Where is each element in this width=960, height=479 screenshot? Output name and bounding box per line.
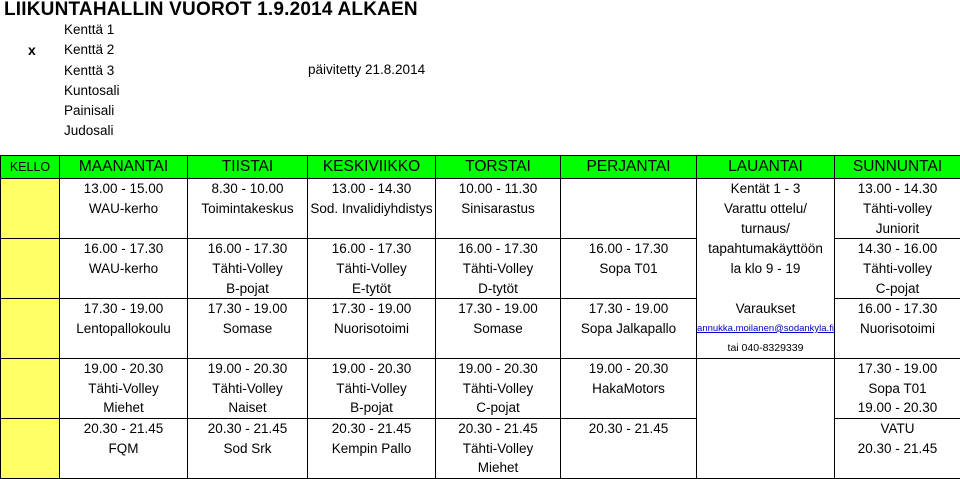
schedule-cell: 16.00 - 17.30 (60, 238, 188, 258)
schedule-cell: Tähti-Volley (436, 378, 561, 398)
schedule-cell: C-pojat (835, 278, 960, 298)
table-row (1, 378, 960, 398)
schedule-cell: Varattu ottelu/ (697, 199, 835, 219)
table-row (1, 238, 960, 258)
schedule-cell: C-pojat (436, 398, 561, 418)
schedule-cell: 20.30 - 21.45 (436, 418, 561, 438)
column-header: LAUANTAI (697, 156, 835, 179)
schedule-cell: Sinisarastus (436, 199, 561, 219)
schedule-cell (697, 278, 835, 298)
time-column-cell (1, 398, 60, 418)
venue-option: Kuntosali (64, 81, 120, 101)
schedule-cell (188, 218, 308, 238)
schedule-cell: 19.00 - 20.30 (561, 358, 697, 378)
schedule-cell: Tähti-Volley (308, 259, 436, 279)
schedule-cell: Tähti-volley (835, 199, 960, 219)
venue-option: Kenttä 2 (64, 40, 114, 60)
schedule-cell: Juniorit (835, 218, 960, 238)
schedule-cell: Tähti-Volley (436, 438, 561, 458)
schedule-cell: 17.30 - 19.00 (561, 298, 697, 318)
column-header: KESKIVIIKKO (308, 156, 436, 179)
venue-option: Kenttä 3 (64, 61, 114, 81)
schedule-cell (188, 338, 308, 358)
schedule-cell: 20.30 - 21.45 (561, 418, 697, 438)
schedule-cell (697, 438, 835, 458)
schedule-cell (561, 458, 697, 478)
schedule-cell (561, 398, 697, 418)
page-title: LIIKUNTAHALLIN VUOROT 1.9.2014 ALKAEN (4, 0, 418, 21)
schedule-cell: 16.00 - 17.30 (308, 238, 436, 258)
schedule-cell: 13.00 - 14.30 (308, 179, 436, 199)
schedule-cell: Somase (436, 318, 561, 338)
schedule-cell (697, 378, 835, 398)
schedule-cell: 16.00 - 17.30 (188, 238, 308, 258)
time-column-cell (1, 458, 60, 478)
schedule-cell (835, 338, 960, 358)
schedule-cell: D-tytöt (436, 278, 561, 298)
schedule-cell: Naiset (188, 398, 308, 418)
schedule-cell: tapahtumakäyttöön (697, 238, 835, 258)
schedule-cell (697, 398, 835, 418)
schedule-cell: 17.30 - 19.00 (835, 358, 960, 378)
selected-mark: x (28, 42, 36, 58)
time-column-cell (1, 338, 60, 358)
column-header: SUNNUNTAI (835, 156, 960, 179)
schedule-cell: Kempin Pallo (308, 438, 436, 458)
table-row (1, 259, 960, 279)
table-row (1, 398, 960, 418)
schedule-cell: WAU-kerho (60, 259, 188, 279)
schedule-cell: 20.30 - 21.45 (308, 418, 436, 438)
schedule-cell: VATU (835, 418, 960, 438)
schedule-cell: 19.00 - 20.30 (308, 358, 436, 378)
schedule-cell: Tähti-Volley (188, 378, 308, 398)
schedule-cell: 17.30 - 19.00 (188, 298, 308, 318)
venue-option: Judosali (64, 121, 114, 141)
table-row (1, 318, 960, 338)
schedule-cell: Tähti-Volley (436, 259, 561, 279)
table-row (1, 438, 960, 458)
table-row (1, 418, 960, 438)
schedule-cell: Sod Srk (188, 438, 308, 458)
schedule-cell: 17.30 - 19.00 (60, 298, 188, 318)
time-column-cell (1, 238, 60, 258)
time-column-cell (1, 318, 60, 338)
table-header-row (1, 156, 960, 179)
time-column-cell (1, 298, 60, 318)
time-column-cell (1, 199, 60, 219)
schedule-cell (835, 458, 960, 478)
schedule-cell (188, 458, 308, 478)
schedule-cell: Sopa T01 (561, 259, 697, 279)
schedule-cell: 14.30 - 16.00 (835, 238, 960, 258)
table-row (1, 218, 960, 238)
schedule-cell: 10.00 - 11.30 (436, 179, 561, 199)
time-column-cell (1, 218, 60, 238)
schedule-cell: Lentopallokoulu (60, 318, 188, 338)
column-header: TORSTAI (436, 156, 561, 179)
schedule-cell: Sopa T01 (835, 378, 960, 398)
schedule-cell: Tähti-volley (835, 259, 960, 279)
schedule-cell (436, 338, 561, 358)
time-column-cell (1, 418, 60, 438)
schedule-cell (60, 458, 188, 478)
schedule-cell: 20.30 - 21.45 (188, 418, 308, 438)
schedule-cell: 19.00 - 20.30 (835, 398, 960, 418)
schedule-cell: Varaukset (697, 298, 835, 318)
table-row (1, 358, 960, 378)
table-row (1, 278, 960, 298)
schedule-cell: Tähti-Volley (60, 378, 188, 398)
schedule-cell (308, 338, 436, 358)
schedule-cell: 8.30 - 10.00 (188, 179, 308, 199)
column-header: MAANANTAI (60, 156, 188, 179)
schedule-cell: 20.30 - 21.45 (60, 418, 188, 438)
schedule-cell: B-pojat (308, 398, 436, 418)
schedule-cell: E-tytöt (308, 278, 436, 298)
schedule-cell: Somase (188, 318, 308, 338)
column-header: KELLO (1, 156, 60, 179)
schedule-cell: FQM (60, 438, 188, 458)
schedule-cell: la klo 9 - 19 (697, 259, 835, 279)
schedule-cell (561, 278, 697, 298)
time-column-cell (1, 278, 60, 298)
schedule-cell: WAU-kerho (60, 199, 188, 219)
schedule-cell: B-pojat (188, 278, 308, 298)
schedule-cell (561, 438, 697, 458)
time-column-cell (1, 438, 60, 458)
schedule-cell (697, 458, 835, 478)
schedule-table (0, 155, 960, 479)
schedule-cell: 20.30 - 21.45 (835, 438, 960, 458)
schedule-cell (561, 199, 697, 219)
table-row (1, 338, 960, 358)
column-header: PERJANTAI (561, 156, 697, 179)
schedule-cell: Nuorisotoimi (308, 318, 436, 338)
schedule-cell: Miehet (60, 398, 188, 418)
schedule-cell (697, 418, 835, 438)
schedule-cell: Kentät 1 - 3 (697, 179, 835, 199)
schedule-cell: Tähti-Volley (188, 259, 308, 279)
schedule-cell (561, 338, 697, 358)
schedule-cell (60, 218, 188, 238)
schedule-cell: HakaMotors (561, 378, 697, 398)
schedule-cell: 17.30 - 19.00 (308, 298, 436, 318)
schedule-cell: 17.30 - 19.00 (436, 298, 561, 318)
table-row (1, 199, 960, 219)
schedule-cell: Sopa Jalkapallo (561, 318, 697, 338)
column-header: TIISTAI (188, 156, 308, 179)
schedule-cell (436, 218, 561, 238)
schedule-cell: Tähti-Volley (308, 378, 436, 398)
time-column-cell (1, 259, 60, 279)
venue-option: Painisali (64, 101, 114, 121)
schedule-cell: Toimintakeskus (188, 199, 308, 219)
schedule-cell: 13.00 - 15.00 (60, 179, 188, 199)
time-column-cell (1, 378, 60, 398)
schedule-cell: tai 040-8329339 (697, 338, 835, 358)
schedule-cell (561, 179, 697, 199)
schedule-cell (308, 218, 436, 238)
schedule-cell (308, 458, 436, 478)
table-row (1, 298, 960, 318)
venue-option: Kenttä 1 (64, 20, 114, 40)
schedule-cell (60, 338, 188, 358)
schedule-cell: 16.00 - 17.30 (561, 238, 697, 258)
schedule-cell: 13.00 - 14.30 (835, 179, 960, 199)
schedule-cell: Nuorisotoimi (835, 318, 960, 338)
schedule-cell: 19.00 - 20.30 (60, 358, 188, 378)
schedule-cell: 16.00 - 17.30 (835, 298, 960, 318)
table-row (1, 179, 960, 199)
schedule-cell: turnaus/ (697, 218, 835, 238)
schedule-cell (561, 218, 697, 238)
table-row (1, 458, 960, 478)
schedule-cell: Sod. Invalidiyhdistys (308, 199, 436, 219)
time-column-cell (1, 358, 60, 378)
schedule-cell: 16.00 - 17.30 (436, 238, 561, 258)
schedule-cell (60, 278, 188, 298)
schedule-cell: 19.00 - 20.30 (436, 358, 561, 378)
time-column-cell (1, 179, 60, 199)
schedule-cell: 19.00 - 20.30 (188, 358, 308, 378)
updated-date: päivitetty 21.8.2014 (308, 62, 425, 77)
schedule-cell (697, 358, 835, 378)
schedule-cell: Miehet (436, 458, 561, 478)
schedule-cell: annukka.moilanen@sodankyla.fi (697, 318, 835, 338)
